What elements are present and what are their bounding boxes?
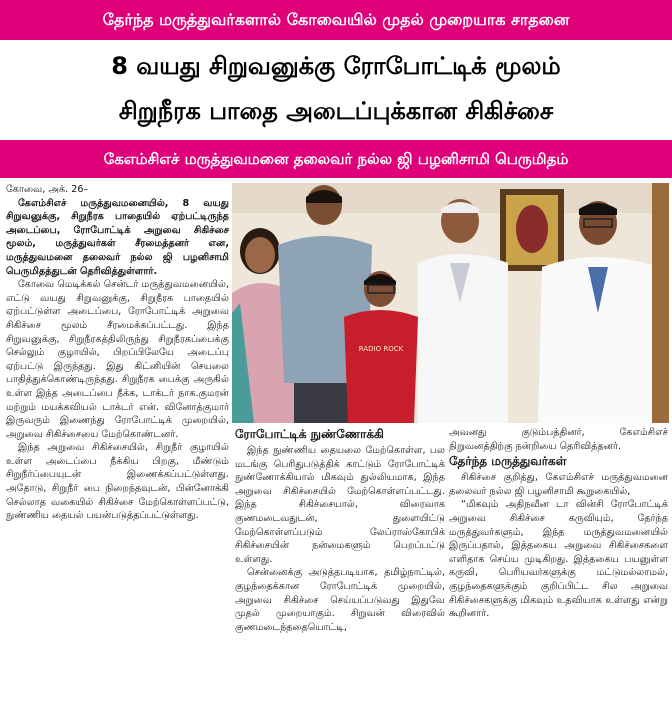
paragraph: “மிகவும் அதிநவீன டா வின்சி ரோபோட்டிக் அறுவை சிகிச்சை கருவியும், தேர்ந்த மருத்துவர்களும், இந்த மருத்துவமனையில் இருப்பதால், இத்தகைய அறுவை சிகிச்சைகளை எளிதாக செய்ய முடிகிறது. இத்தகைய பயனுள்ள கருவி, பெரியவர்களுக்கு மட்டுமல்லாமல், குழந்தைகளுக்கும் குறிப்பிட்ட சில அறுவை சிகிச்சைகளுக்கு மிகவும் உதவியாக உள்ளது என்று கூறினார்.	[449, 499, 668, 620]
article-column-3	[449, 426, 668, 706]
headline-line-2: சிறுநீரக பாதை அடைப்புக்கான சிகிச்சை	[118, 97, 554, 125]
paragraph: அவனது குடும்பத்தினர், கேஎம்சிஎச் நிறுவனத்திற்கு நன்றியை தெரிவித்தனர்.	[449, 427, 668, 452]
news-photo	[232, 183, 669, 423]
subheading: ரோபோட்டிக் நுண்ணோக்கி	[235, 427, 384, 441]
dateline: கோவை, அக். 26–	[6, 184, 89, 195]
sub-banner: கேஎம்சிஎச் மருத்துவமனை தலைவர் நல்ல ஜி பழனிசாமி பெருமிதம்	[0, 140, 672, 178]
headline-line-1: 8 வயது சிறுவனுக்கு ரோபோட்டிக் மூலம்	[111, 52, 561, 80]
article-column-1	[6, 183, 229, 703]
headline	[0, 44, 672, 134]
photo-illustration	[232, 183, 669, 423]
top-banner: தேர்ந்த மருத்துவர்களால் கோவையில் முதல் முறையாக சாதனை	[0, 0, 672, 40]
paragraph: இந்த அறுவை சிகிச்சையில், சிறுநீர் குழாயில் உள்ள அடைப்பை நீக்கிய பிறகு, மீண்டும் சிறுநீர்ப்பையுடன் இணைக்கப்பட்டுள்ளது. அதோடு, சிறுநீர் பை நிறைந்தவுடன், பின்னோக்கி செல்லாத வகையில் சிகிச்சை மேற்கொள்ளப்பட்டு, நுண்ணிய தையல் பயன்படுத்தப்பட்டுள்ளது.	[6, 442, 229, 522]
shirt-text: RADIO ROCK	[358, 345, 404, 353]
lead-paragraph: கேஎம்சிஎச் மருத்துவமனையில், 8 வயது சிறுவனுக்கு, சிறுநீரக பாதையில் ஏற்பட்டிருந்த அடைப்பை, ரோபோட்டிக் அறுவை சிகிச்சை மூலம், மருத்துவர்கள் சீரமைத்தனர் என, மருத்துவமனை தலைவர் நல்ல ஜி பழனிசாமி பெருமிதத்துடன் தெரிவித்துள்ளார்.	[6, 197, 229, 277]
paragraph: சென்னைக்கு அடுத்தபடியாக, தமிழ்நாட்டில், குழந்தைக்கான ரோபோட்டிக் முறையில், அறுவை சிகிச்சை செய்யப்படுவது இதுவே முதல் முறையாகும். சிறுவன் விரைவில் குணமடைந்ததையொட்டி,	[235, 567, 445, 633]
subheading: தேர்ந்த மருத்துவர்கள்	[449, 454, 567, 469]
paragraph: கோவை மெடிக்கல் சென்டர் மருத்துவமனையில், எட்டு வயது சிறுவனுக்கு, சிறுநீரக பாதையில் ஏற்பட்டுள்ள அடைப்பை, ரோபோட்டிக் அறுவை சிகிச்சை மூலம் சீரமைக்கப்பட்டது. இந்த சிறுவனுக்கு, சிறுநீரகத்திலிருந்து சிறுநீரகப்பைக்கு செல்லும் குழாயில், பிறப்பிலேயே அடைப்பு ஏற்பட்டு இருந்தது. இது கிட்னியின் செயலை பாதித்துக்கொண்டிருந்தது. சிறுநீரக பைக்கு அருகில் உள்ள இந்த அடைப்பை நீக்க, டாக்டர் நாக.குமரன் மற்றும் மயக்கவியல் டாக்டர் என். வினோத்குமார் இருவரும் இணைந்து ரோபோட்டிக் முறையில், அறுவை சிகிச்சையை மேற்கொண்டனர்.	[6, 279, 229, 440]
article-column-2	[235, 426, 445, 706]
paragraph: சிகிச்சை குறித்து, கேஎம்சிஎச் மருத்துவமனை தலைவர் நல்ல ஜி பழனிசாமி கூறுகையில்,	[449, 472, 668, 497]
paragraph: இந்த நுண்ணிய தையலை மேற்கொள்ள, பல மடங்கு பெரிதுபடுத்திக் காட்டும் ரோபோட்டிக் நுண்ணோக்கியால் மிகவும் துல்லியமாக, இந்த அறுவை சிகிச்சையில் மேற்கொள்ளப்பட்டது. இந்த சிகிச்சையால், விரைவாக குணமடைவதுடன், துளையிட்டு மேற்கொள்ளப்படும் லேப்ராஸ்கோபிக் சிகிச்சையின் நன்மைகளும் பெறப்பட்டு உள்ளது.	[235, 445, 445, 565]
